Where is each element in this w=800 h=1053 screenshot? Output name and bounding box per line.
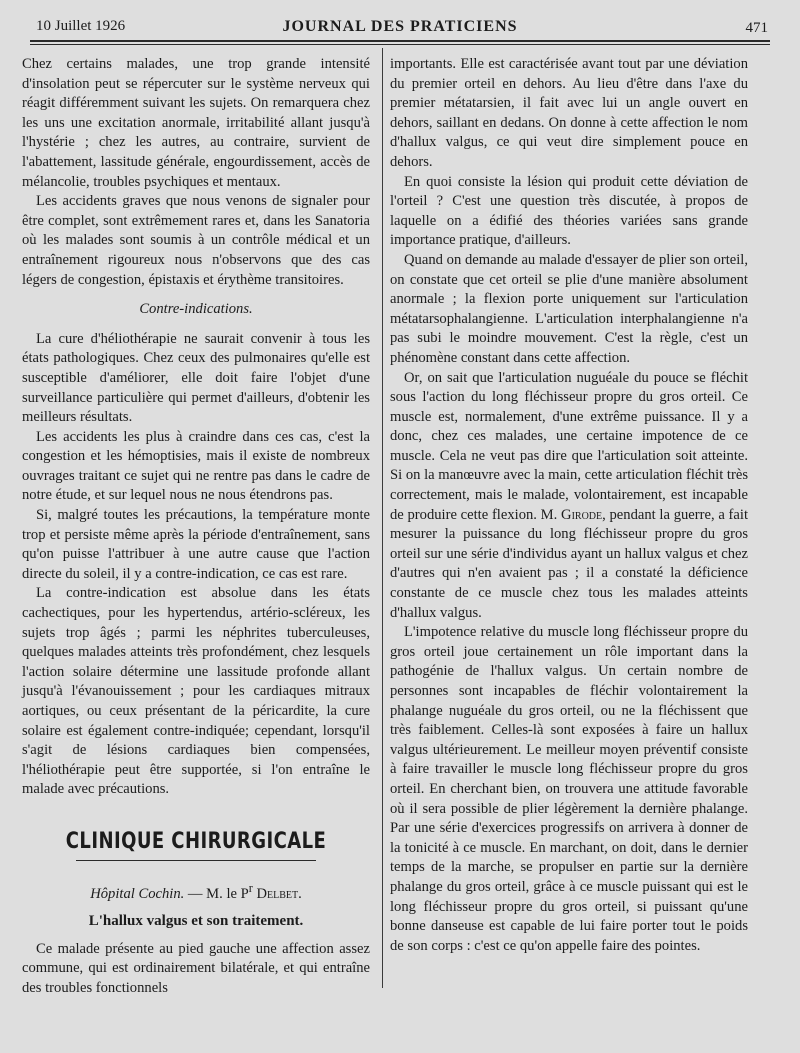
paragraph [390, 369, 748, 624]
right-column [390, 55, 748, 956]
byline-prefix: — M. le P [184, 885, 249, 902]
paragraph: La cure d'héliothérapie ne saurait convenir à tous les états pathologiques. Chez ceux des pulmonaires qu'elle est susceptible d'améliorer, elle doit faire l'objet d'une surveillance particulière qui permet d'ailleurs, d'obtenir les meilleurs résultats. [22, 330, 370, 426]
header-rule [30, 40, 770, 42]
byline-superscript: r [248, 880, 253, 895]
header-rule-thin [30, 44, 770, 45]
issue-date: 10 Juillet 1926 [36, 18, 126, 34]
byline-hospital: Hôpital Cochin. [90, 885, 185, 902]
paragraph: La contre-indication est absolue dans les états cachectiques, pour les hypertendus, artério-scléreux, les sujets trop âgés ; parmi les néphrites tuberculeuses, quelques malades atteints très profondément, chez lesquels l'action solaire détermine une lassitude profonde allant jusqu'à l'évanouissement ; pour les cardiaques mitraux aortiques, ou ceux présentant de la péricardite, la cure solaire est également contre-indiquée; cependant, lorsqu'il s'agit de lésions cardiaques bien compensées, l'héliothérapie peut être supportée, si l'on entraîne le malade avec précautions. [22, 585, 370, 798]
paragraph: Quand on demande au malade d'essayer de plier son orteil, on constate que cet orteil se plie d'une manière absolument anormale ; la flexion porte uniquement sur l'articulation métatarsophalangienne. L'articulation interphalangienne n'a pas subi le moindre mouvement. C'est la règle, c'est un phénomène constant dans cette affection. [390, 251, 748, 366]
section-title: CLINIQUE CHIRURGICALE [65, 828, 327, 854]
paragraph: Les accidents graves que nous venons de signaler pour être complet, sont extrêmement rares et, dans les Sanatoria où les malades sont soumis à un contrôle médical et un entraînement rigoureux nous n'observons que des cas légers de congestion, épistaxis et érythème transitoires. [22, 193, 370, 288]
paragraph-part: , pendant la guerre, a fait mesurer la puissance du long fléchisseur propre du gros orteil sur une série d'individus ayant un hallux valgus et chez d'autres qui n'en avaient pas ; il a constaté la déficience constante de ce muscle chez tous les malades atteints d'hallux valgus. [390, 506, 748, 621]
author-name: Girode [561, 506, 603, 523]
byline-author: Delbet. [256, 885, 302, 902]
page-header [30, 14, 770, 40]
paragraph: Chez certains malades, une trop grande intensité d'insolation peut se répercuter sur le système nerveux qui réagit différemment suivant les sujets. On remarquera chez les uns une excitation anormale, irritabilité allant jusqu'à l'hystérie ; chez les autres, au contraire, survient de l'abattement, lassitude générale, engourdissement, accès de mélancolie, troubles psychiques et mentaux. [22, 56, 370, 190]
column-divider [382, 48, 383, 988]
byline [22, 879, 370, 904]
section-rule [76, 860, 316, 861]
subheading: Contre-indications. [139, 301, 253, 318]
paragraph: En quoi consiste la lésion qui produit cette déviation de l'orteil ? C'est une question très discutée, à propos de laquelle on a édifié des théories variées sans grande importance pratique, d'ailleurs. [390, 173, 748, 249]
paragraph-part: Or, on sait que l'articulation nuguéale du pouce se fléchit sous l'action du long fléchisseur propre du gros orteil. Ce muscle est, normalement, d'une extrême puissance. Il y a donc, chez ces malades, une certaine impotence de ce muscle. Cela ne veut pas dire que l'articulation soit atteinte. Si on la manœuvre avec la main, cette articulation fléchit très correctement, mais le malade, volontairement, est incapable de produire cette flexion. M. [390, 369, 748, 523]
paragraph: Si, malgré toutes les précautions, la température monte trop et persiste même après la période d'entraînement, sans qu'on puisse l'attribuer à une autre cause que l'action directe du soleil, il y a contre-indication, ce cas est rare. [22, 507, 370, 582]
paragraph: L'impotence relative du muscle long fléchisseur propre du gros orteil joue certainement un rôle important dans la pathogénie de l'hallux valgus. Un certain nombre de personnes sont incapables de fléchir volontairement la phalange nuguéale du gros orteil, ou ne la fléchissent que très faiblement. Celles-là sont exposées à faire un hallux valgus ultérieurement. Le meilleur moyen préventif consiste à faire travailler le muscle long fléchisseur propre du gros orteil. En cherchant bien, on trouvera une attitude favorable où il sera possible de plier légèrement la dernière phalange. Par une série d'exercices progressifs on arrivera à donner de la tonicité à ce muscle. En marchant, on doit, dans le dernier temps de la marche, se propulser en partie sur la dernière phalange du gros orteil, grâce à ce muscle puissant qui est le long fléchisseur propre du gros orteil, si puissant qu'une bonne danseuse est capable de lui faire porter tout le poids de son corps : c'est ce qu'on appelle faire des pointes. [390, 624, 748, 954]
paragraph: Les accidents les plus à craindre dans ces cas, c'est la congestion et les hémoptisies, mais il existe de nombreux ouvrages traitant ce sujet qui ne rentre pas dans le cadre de notre étude, et sur lequel nous ne nous étendrons pas. [22, 428, 370, 504]
page-number: 471 [745, 20, 768, 36]
article-title: L'hallux valgus et son traitement. [88, 913, 304, 930]
paragraph: importants. Elle est caractérisée avant tout par une déviation du premier orteil en dehors. Au lieu d'être dans l'axe du premier métatarsien, il fait avec lui un angle ouvert en dehors, saillant en dedans. On donne à cette affection le nom d'hallux valgus, ce qui veut dire simplement pouce en dehors. [390, 56, 748, 170]
left-column [22, 55, 370, 998]
journal-title: JOURNAL DES PRATICIENS [282, 18, 518, 35]
paragraph: Ce malade présente au pied gauche une affection assez commune, qui est ordinairement bilatérale, et qui entraîne des troubles fonctionnels [22, 940, 370, 996]
